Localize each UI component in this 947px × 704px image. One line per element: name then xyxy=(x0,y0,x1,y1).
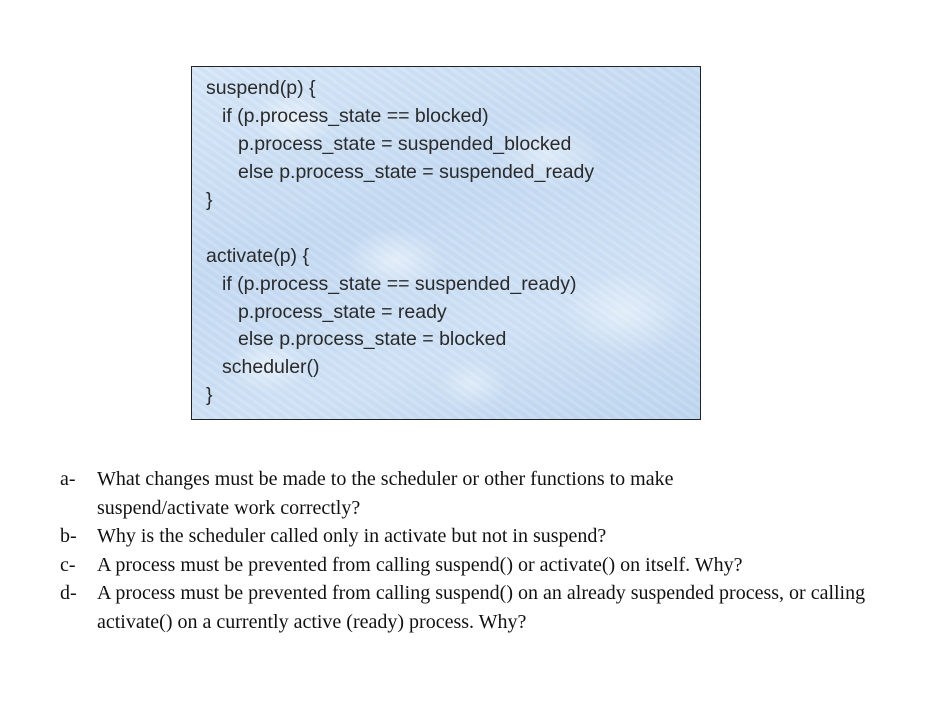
code-line: activate(p) { xyxy=(206,245,309,267)
list-marker: c- xyxy=(60,553,76,576)
question-text: A process must be prevented from calling suspend() or activate() on itself. Why? xyxy=(97,553,743,576)
code-line: suspend(p) { xyxy=(206,77,316,99)
code-line: if (p.process_state == suspended_ready) xyxy=(222,273,577,295)
code-line: scheduler() xyxy=(222,356,320,378)
list-item xyxy=(60,465,900,522)
code-line: } xyxy=(206,384,213,406)
code-snippet-box xyxy=(191,66,701,420)
question-text: Why is the scheduler called only in activate but not in suspend? xyxy=(97,525,607,547)
list-item xyxy=(60,551,900,580)
list-marker: a- xyxy=(60,468,76,490)
code-line: p.process_state = ready xyxy=(238,301,447,323)
code-line: } xyxy=(206,189,213,211)
code-line: else p.process_state = suspended_ready xyxy=(238,161,595,183)
question-text: What changes must be made to the scheduler or other functions to make suspend/activate work correctly? xyxy=(97,468,674,519)
question-list xyxy=(60,465,900,636)
list-item xyxy=(60,579,900,636)
list-marker: b- xyxy=(60,525,77,547)
question-text: A process must be prevented from calling suspend() on an already suspended process, or calling activate() on a currently active (ready) process. Why? xyxy=(97,582,866,633)
list-marker: d- xyxy=(60,582,77,604)
code-line: else p.process_state = blocked xyxy=(238,328,507,350)
code-line: p.process_state = suspended_blocked xyxy=(238,133,572,155)
code-line: if (p.process_state == blocked) xyxy=(222,105,489,127)
list-item xyxy=(60,522,900,551)
